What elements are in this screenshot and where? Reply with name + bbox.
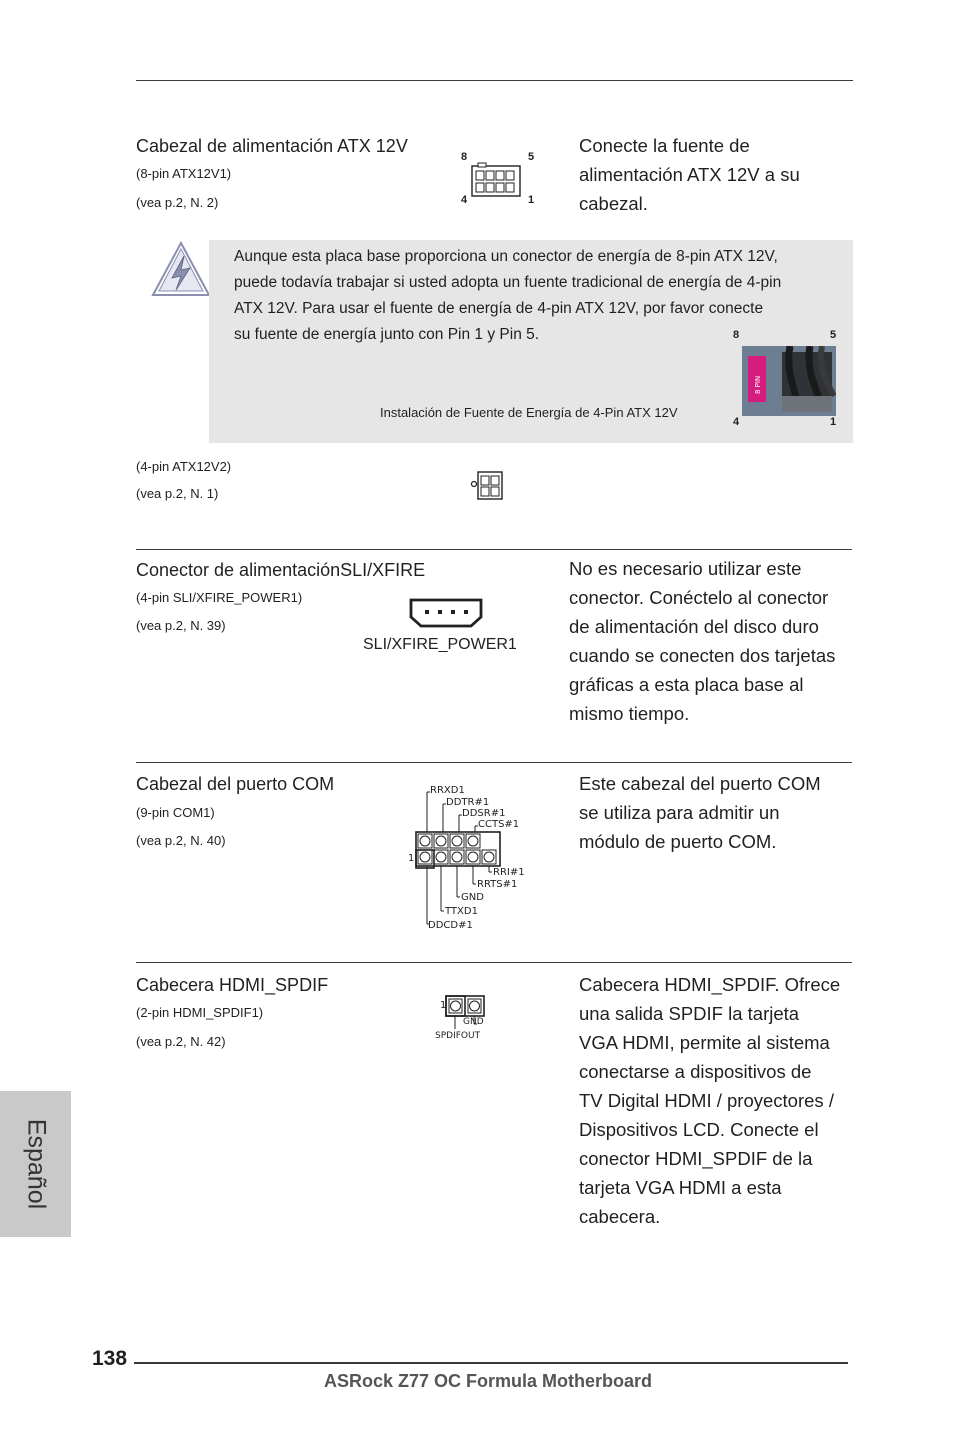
sli-connector-label: SLI/XFIRE_POWER1 (363, 636, 517, 653)
com-desc-line: módulo de puerto COM. (579, 831, 777, 852)
atx4-sub1: (4-pin ATX12V2) (136, 459, 232, 474)
hdmi-sub1: (2-pin HDMI_SPDIF1) (136, 1005, 264, 1020)
atx-sub2: (vea p.2, N. 2) (136, 195, 219, 210)
hdmi-desc-line: cabecera. (579, 1206, 661, 1227)
language-side-tab (0, 1091, 71, 1237)
com-pin-label: RRTS#1 (477, 879, 518, 890)
power-plug-photo-icon (742, 346, 836, 416)
com-desc-line: se utiliza para admitir un (579, 802, 780, 823)
pin-label-4: 4 (461, 194, 468, 206)
hdmi-desc-line: conectarse a dispositivos de (579, 1061, 812, 1082)
hdmi-desc-line: tarjeta VGA HDMI a esta (579, 1177, 782, 1198)
atx12v-8pin-diagram (456, 148, 546, 210)
sli-desc-line: gráficas a esta placa base al (569, 674, 804, 695)
com-pin-label: GND (461, 892, 484, 903)
atx-description (579, 131, 859, 218)
sli-title: Conector de alimentaciónSLI/XFIRE (136, 560, 426, 580)
pin-label-8: 8 (461, 151, 468, 163)
sli-sub1: (4-pin SLI/XFIRE_POWER1) (136, 590, 303, 605)
hdmi-description (579, 970, 869, 1231)
atx-desc-line: alimentación ATX 12V a su (579, 164, 800, 185)
top-rule (136, 80, 853, 81)
hdmi-desc-line: Dispositivos LCD. Conecte el (579, 1119, 819, 1140)
hdmi-pin-one: 1 (440, 1000, 447, 1011)
sli-desc-line: No es necesario utilizar este (569, 558, 802, 579)
com-sub2: (vea p.2, N. 40) (136, 833, 226, 848)
hdmi-gnd-label: GND (463, 1017, 484, 1027)
footer-product-name: ASRock Z77 OC Formula Motherboard (324, 1371, 653, 1391)
note-line: su fuente de energía junto con Pin 1 y Pin 5. (234, 326, 540, 343)
note-line: Aunque esta placa base proporciona un conector de energía de 8-pin ATX 12V, (234, 248, 778, 265)
warning-icon (150, 240, 212, 298)
connector-photo (728, 328, 844, 432)
com-pin-label: DDTR#1 (446, 797, 490, 808)
note-caption: Instalación de Fuente de Energía de 4-Pin ATX 12V (380, 405, 678, 420)
sli-desc-line: conector. Conéctelo al conector (569, 587, 829, 608)
sli-description (569, 554, 859, 728)
connector-4pin-icon (469, 470, 505, 502)
photo-pin-5: 5 (830, 329, 837, 341)
com-pin-label: DDSR#1 (462, 808, 506, 819)
hdmi-desc-line: Cabecera HDMI_SPDIF. Ofrece (579, 974, 841, 995)
photo-label-text: 8 PIN (754, 375, 762, 394)
hdmi-desc-line: conector HDMI_SPDIF de la (579, 1148, 813, 1169)
sli-desc-line: mismo tiempo. (569, 703, 690, 724)
hdmi-desc-line: VGA HDMI, permite al sistema (579, 1032, 830, 1053)
sli-connector-icon (408, 597, 484, 629)
hdmi-spdif-pin-diagram (432, 992, 498, 1042)
com-pin-label: RRXD1 (430, 785, 465, 796)
com-pin-label: RRI#1 (493, 867, 525, 878)
section-rule (136, 962, 852, 963)
sli-desc-line: de alimentación del disco duro (569, 616, 819, 637)
side-tab-label: Español (22, 1118, 50, 1210)
footer-rule (134, 1362, 848, 1364)
com-description (579, 769, 859, 856)
photo-pin-8: 8 (733, 329, 740, 341)
com-desc-line: Este cabezal del puerto COM (579, 773, 821, 794)
atx-title: Cabezal de alimentación ATX 12V (136, 136, 408, 156)
atx4-sub2: (vea p.2, N. 1) (136, 486, 219, 501)
section-rule (136, 549, 852, 550)
pin-label-5: 5 (528, 151, 535, 163)
sli-desc-line: cuando se conecten dos tarjetas (569, 645, 836, 666)
photo-pin-1: 1 (830, 416, 837, 428)
page-number: 138 (92, 1347, 128, 1370)
photo-pin-4: 4 (733, 416, 740, 428)
com-title: Cabezal del puerto COM (136, 774, 335, 794)
hdmi-desc-line: TV Digital HDMI / proyectores / (579, 1090, 834, 1111)
sli-sub2: (vea p.2, N. 39) (136, 618, 226, 633)
hdmi-spdifout-label: SPDIFOUT (435, 1031, 481, 1041)
com-sub1: (9-pin COM1) (136, 805, 215, 820)
note-line: puede todavía trabajar si usted adopta un fuente tradicional de energía de 4-pin (234, 274, 782, 291)
atx-desc-line: cabezal. (579, 193, 648, 214)
hdmi-desc-line: una salida SPDIF la tarjeta (579, 1003, 800, 1024)
com-pin-one: 1 (408, 853, 415, 864)
com-pin-label: CCTS#1 (478, 819, 520, 830)
com-pinout-diagram (400, 780, 540, 932)
hdmi-sub2: (vea p.2, N. 42) (136, 1034, 226, 1049)
section-rule (136, 762, 852, 763)
note-line: ATX 12V. Para usar el fuente de energía de 4-pin ATX 12V, por favor conecte (234, 300, 764, 317)
atx-desc-line: Conecte la fuente de (579, 135, 750, 156)
com-pin-label: TTXD1 (445, 906, 478, 917)
hdmi-title: Cabecera HDMI_SPDIF (136, 975, 329, 995)
com-pin-label: DDCD#1 (428, 920, 473, 931)
pin-label-1: 1 (528, 194, 535, 206)
connector-8pin-icon (470, 162, 524, 200)
atx-sub1: (8-pin ATX12V1) (136, 166, 232, 181)
